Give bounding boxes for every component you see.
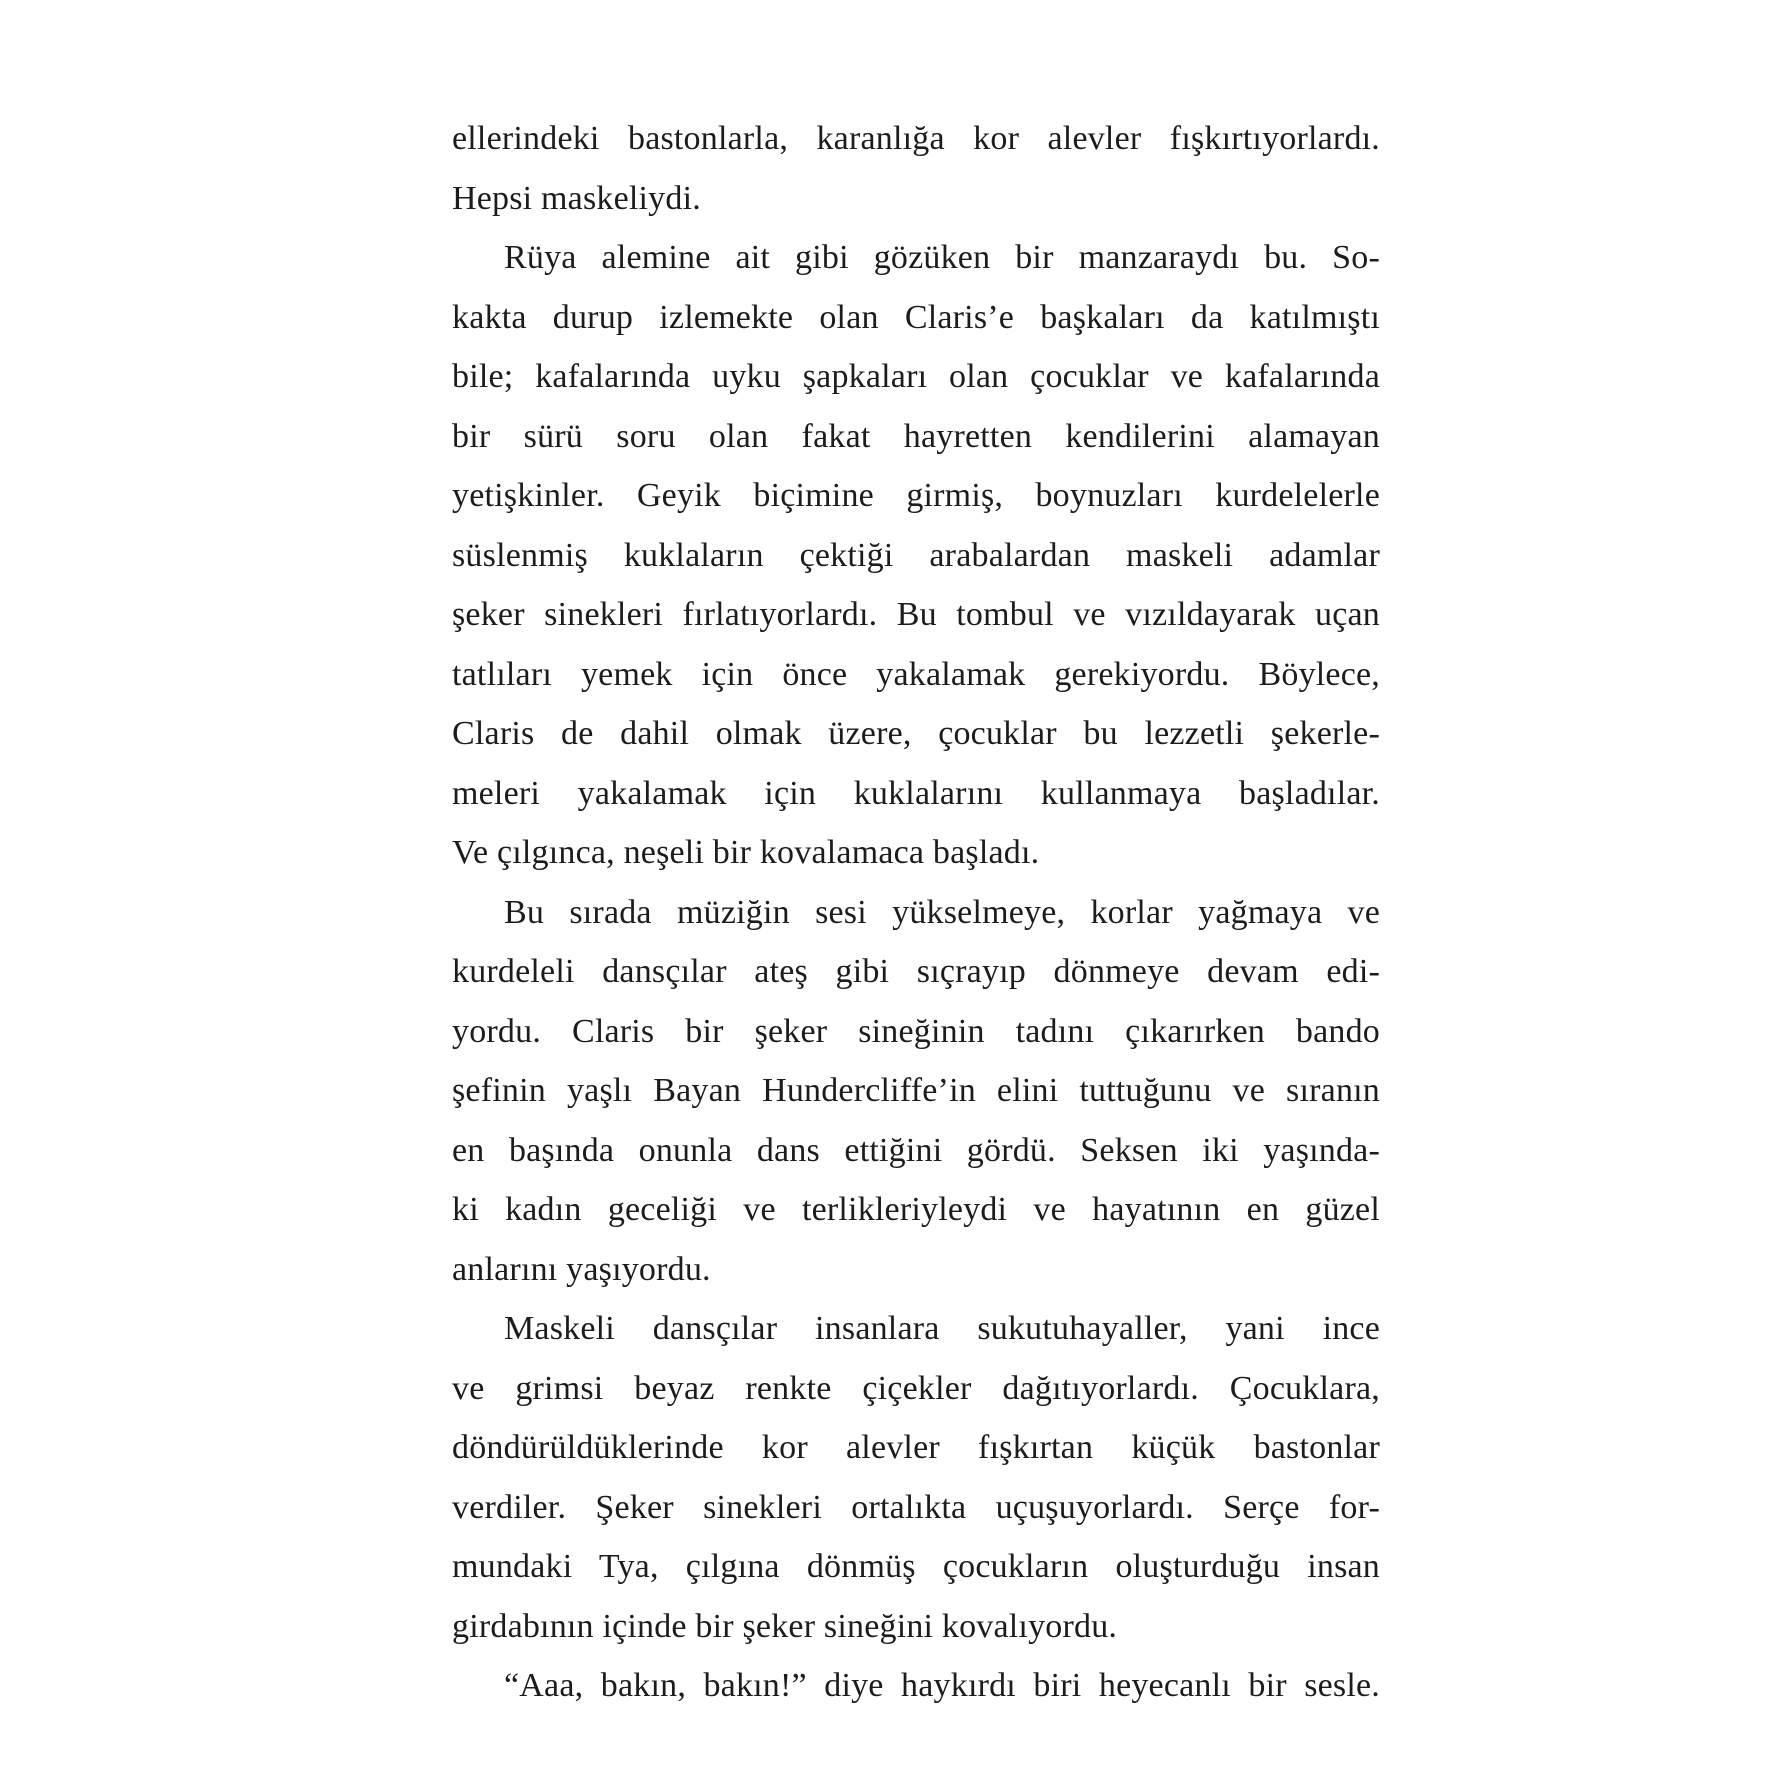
text-line: yordu. Claris bir şeker sineğinin tadını çıkarırken bando — [452, 1012, 1380, 1050]
text-line: yetişkinler. Geyik biçimine girmiş, boynuzları kurdelelerle — [452, 477, 1380, 514]
text-line: ki kadın geceliği ve terlikleriyleydi ve hayatının en güzel — [452, 1191, 1380, 1228]
text-line: Hepsi maskeliydi. — [452, 179, 701, 217]
text-line: Ve çılgınca, neşeli bir kovalamaca başladı. — [452, 834, 1040, 871]
text-line: tatlıları yemek için önce yakalamak gerekiyordu. Böylece, — [452, 655, 1380, 693]
text-line: kakta durup izlemekte olan Claris’e başkaları da katılmıştı — [452, 298, 1380, 336]
text-line: bile; kafalarında uyku şapkaları olan çocuklar ve kafalarında — [452, 358, 1380, 395]
text-block — [452, 109, 1380, 1716]
text-line: kurdeleli dansçılar ateş gibi sıçrayıp dönmeye devam edi- — [452, 953, 1380, 990]
text-line: Claris de dahil olmak üzere, çocuklar bu lezzetli şekerle- — [452, 715, 1380, 752]
text-line: süslenmiş kuklaların çektiği arabalardan maskeli adamlar — [452, 536, 1380, 574]
text-line: verdiler. Şeker sinekleri ortalıkta uçuşuyorlardı. Serçe for- — [452, 1488, 1380, 1526]
text-line: en başında onunla dans ettiğini gördü. Seksen iki yaşında- — [452, 1131, 1380, 1169]
text-line: Bu sırada müziğin sesi yükselmeye, korlar yağmaya ve — [504, 893, 1380, 931]
text-line: meleri yakalamak için kuklalarını kullanmaya başladılar. — [452, 774, 1380, 812]
text-line: ellerindeki bastonlarla, karanlığa kor alevler fışkırtıyorlardı. — [452, 120, 1380, 157]
text-line: şeker sinekleri fırlatıyorlardı. Bu tombul ve vızıldayarak uçan — [452, 596, 1380, 633]
text-line: girdabının içinde bir şeker sineğini kovalıyordu. — [452, 1607, 1118, 1645]
text-line: Rüya alemine ait gibi gözüken bir manzaraydı bu. So- — [504, 239, 1380, 276]
text-line: “Aaa, bakın, bakın!” diye haykırdı biri heyecanlı bir sesle. — [504, 1667, 1380, 1704]
text-line: ve grimsi beyaz renkte çiçekler dağıtıyorlardı. Çocuklara, — [452, 1369, 1380, 1407]
text-line: şefinin yaşlı Bayan Hundercliffe’in elini tuttuğunu ve sıranın — [452, 1072, 1380, 1109]
text-line: döndürüldüklerinde kor alevler fışkırtan küçük bastonlar — [452, 1429, 1380, 1466]
text-line: Maskeli dansçılar insanlara sukutuhayaller, yani ince — [504, 1310, 1380, 1347]
text-line: mundaki Tya, çılgına dönmüş çocukların oluşturduğu insan — [452, 1548, 1380, 1585]
text-line: bir sürü soru olan fakat hayretten kendilerini alamayan — [452, 417, 1380, 455]
text-line: anlarını yaşıyordu. — [452, 1250, 711, 1288]
